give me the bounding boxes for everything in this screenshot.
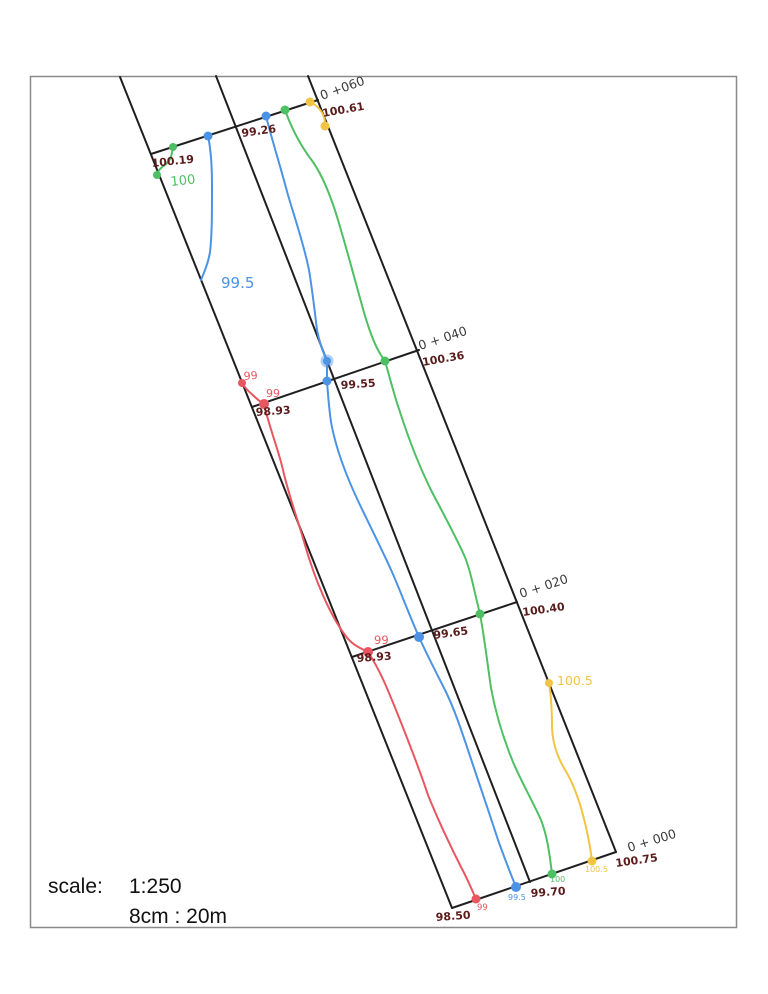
red-contour-label: 99 (243, 368, 259, 383)
blue-contour-label: 99.5 (221, 274, 255, 292)
scale-equivalent: 8cm : 20m (129, 905, 228, 928)
station-label-0+040: 0 + 040 (416, 323, 469, 353)
elevation-left-0+040: 98.93 (255, 403, 291, 419)
elevation-left-0+000: 98.50 (435, 908, 471, 924)
elevation-right-0+040: 100.36 (421, 348, 466, 369)
blue-contour-point (323, 357, 331, 365)
station-label-0+020: 0 + 020 (517, 571, 570, 601)
red-contour-label: 99 (374, 633, 389, 647)
station-label-0+060: 0 +060 (317, 72, 367, 103)
blue-contour-label-small: 99.5 (508, 893, 526, 902)
red-contour-label: 99 (266, 387, 280, 400)
green-contour-label-small: 100 (550, 875, 566, 884)
blue-contour-point (414, 632, 424, 642)
elevation-center-0+040: 99.55 (340, 376, 376, 392)
station-label-0+000: 0 + 000 (625, 825, 678, 855)
blue-contour-point (323, 377, 332, 386)
drawing-frame (31, 77, 737, 928)
yellow-contour-point (321, 122, 330, 131)
scale-row-equivalent (48, 902, 227, 932)
green-contour-point (153, 171, 161, 179)
yellow-contour-point (545, 679, 553, 687)
green-contour-point (476, 610, 485, 619)
green-contour-point (281, 106, 290, 115)
scale-row-ratio (48, 872, 227, 902)
scale-label: scale: (48, 875, 103, 898)
blue-contour-point (511, 882, 521, 892)
elevation-left-0+020: 98.93 (356, 649, 392, 665)
elevation-right-0+020: 100.40 (521, 600, 566, 619)
elevation-center-0+020: 99.65 (432, 624, 469, 642)
elevation-right-0+060: 100.61 (321, 99, 366, 120)
blue-contour-point (204, 132, 213, 141)
spacer (48, 902, 129, 932)
elevation-right-0+000: 100.75 (614, 851, 659, 870)
yellow-contour-point (306, 98, 315, 107)
elevation-center-0+060: 99.26 (240, 122, 277, 140)
green-contour-point (381, 357, 390, 366)
blue-contour-point (262, 112, 271, 121)
scale-note (48, 872, 227, 932)
scale-ratio: 1:250 (129, 875, 182, 898)
yellow-contour-label: 100.5 (557, 673, 593, 688)
green-contour-point (169, 143, 177, 151)
green-contour-label: 100 (169, 172, 197, 190)
elevation-left-0+060: 100.19 (150, 152, 195, 170)
red-contour-label-small: 99 (477, 903, 488, 913)
yellow-contour-label-small: 100.5 (585, 865, 608, 874)
elevation-center-0+000: 99.70 (530, 884, 566, 900)
